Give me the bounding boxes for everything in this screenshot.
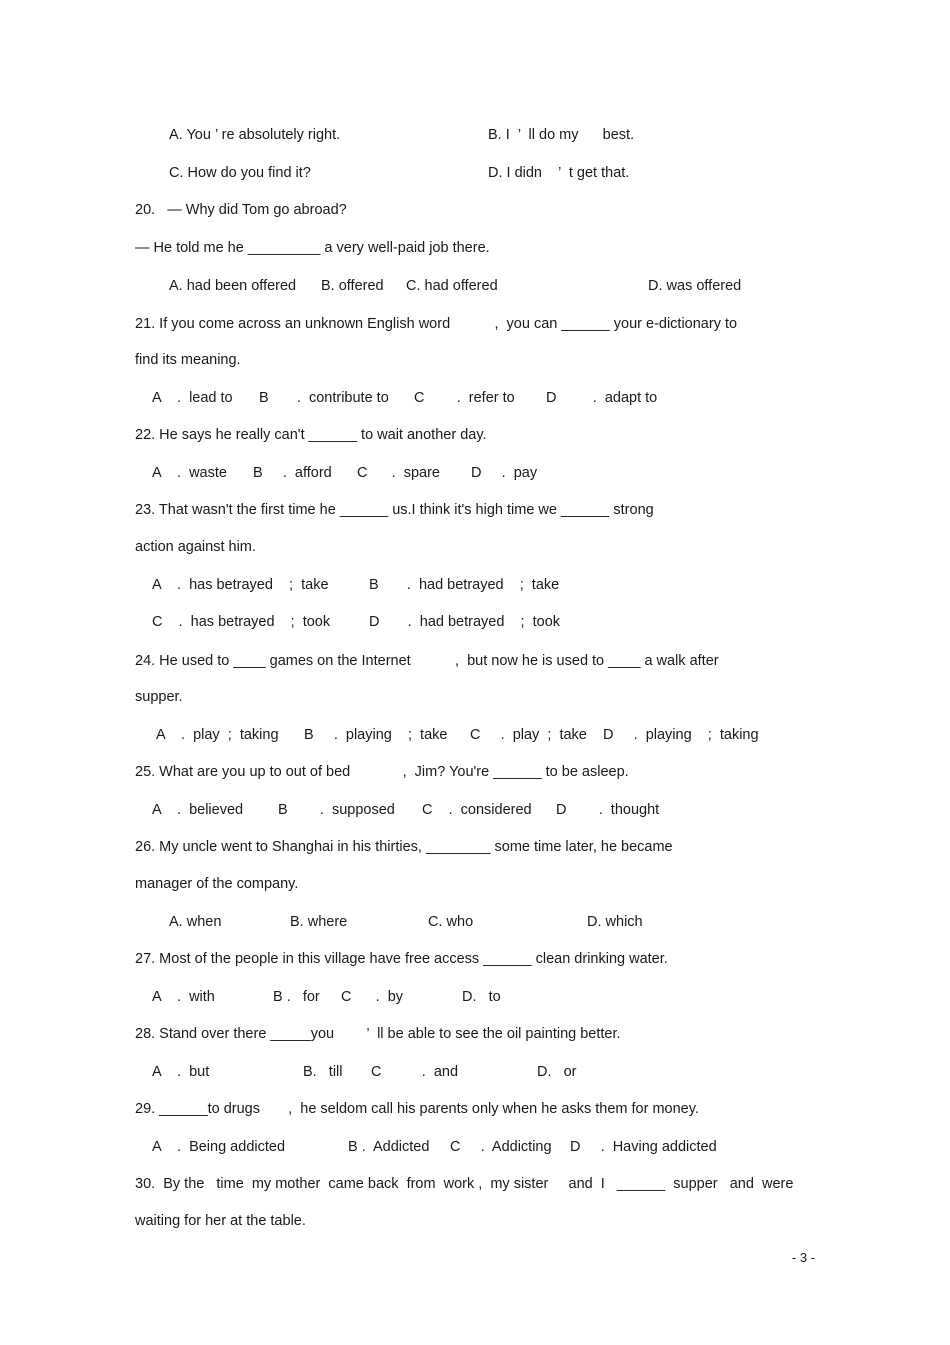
q27-option-b: B . for [273, 989, 320, 1005]
q22-stem: 22. He says he really can't ______ to wait another day. [135, 427, 487, 443]
q24-stem-2: supper. [135, 689, 183, 705]
q21-option-c: C . refer to [414, 390, 515, 406]
q23-stem: 23. That wasn't the first time he ______ us.I think it's high time we ______ strong [135, 502, 654, 518]
q21-stem: 21. If you come across an unknown English word , you can ______ your e-dictionary to [135, 316, 738, 332]
q23-option-b: B . had betrayed ; take [369, 577, 560, 593]
q26-stem-2: manager of the company. [135, 876, 299, 892]
q28-stem: 28. Stand over there _____you ’ ll be able to see the oil painting better. [135, 1026, 621, 1042]
q29-option-a: A . Being addicted [152, 1139, 286, 1155]
q25-option-d: D . thought [556, 802, 660, 818]
q30-stem: 30. By the time my mother came back from work , my sister and I ______ supper and were [135, 1176, 794, 1192]
q23-option-c: C . has betrayed ; took [152, 614, 331, 630]
q26-option-d: D. which [587, 914, 643, 930]
q21-option-b: B . contribute to [259, 390, 389, 406]
q29-option-b: B . Addicted [348, 1139, 430, 1155]
q23-option-d: D . had betrayed ; took [369, 614, 561, 630]
q20-option-b: B. offered [321, 278, 384, 294]
q21-option-a: A . lead to [152, 390, 233, 406]
q28-option-d: D. or [537, 1064, 577, 1080]
q19-option-d: D. I didn ’ t get that. [488, 165, 630, 181]
q26-option-b: B. where [290, 914, 348, 930]
q20-stem-2: — He told me he _________ a very well-paid job there. [135, 240, 490, 256]
q27-option-c: C . by [341, 989, 404, 1005]
q28-option-a: A . but [152, 1064, 210, 1080]
q19-option-a: A. You ’ re absolutely right. [169, 127, 341, 143]
q22-option-c: C . spare [357, 465, 440, 481]
q20-stem: 20. — Why did Tom go abroad? [135, 202, 347, 218]
q26-option-a: A. when [169, 914, 222, 930]
q30-stem-2: waiting for her at the table. [135, 1213, 306, 1229]
q24-option-d: D . playing ; taking [603, 727, 759, 743]
q20-option-c: C. had offered [406, 278, 498, 294]
q24-option-a: A . play ; taking [156, 727, 279, 743]
q22-option-a: A . waste [152, 465, 227, 481]
q28-option-b: B. till [303, 1064, 343, 1080]
page-number: - 3 - [791, 1250, 815, 1265]
q25-stem: 25. What are you up to out of bed , Jim? You're ______ to be asleep. [135, 764, 629, 780]
q22-option-d: D . pay [471, 465, 538, 481]
q28-option-c: C . and [371, 1064, 459, 1080]
q20-option-a: A. had been offered [169, 278, 297, 294]
q27-option-a: A . with [152, 989, 215, 1005]
q23-option-a: A . has betrayed ; take [152, 577, 329, 593]
q27-stem: 27. Most of the people in this village have free access ______ clean drinking water. [135, 951, 668, 967]
q19-option-b: B. I ’ ll do my best. [488, 127, 635, 143]
q25-option-c: C . considered [422, 802, 532, 818]
q26-option-c: C. who [428, 914, 474, 930]
q22-option-b: B . afford [253, 465, 332, 481]
q25-option-b: B . supposed [278, 802, 395, 818]
q23-stem-2: action against him. [135, 539, 256, 555]
q21-option-d: D . adapt to [546, 390, 658, 406]
q21-stem-2: find its meaning. [135, 352, 241, 368]
q25-option-a: A . believed [152, 802, 244, 818]
q19-option-c: C. How do you find it? [169, 165, 311, 181]
q27-option-d: D. to [462, 989, 501, 1005]
q29-option-d: D . Having addicted [570, 1139, 717, 1155]
q29-option-c: C . Addicting [450, 1139, 552, 1155]
q24-option-c: C . play ; take [470, 727, 587, 743]
q20-option-d: D. was offered [648, 278, 742, 294]
q29-stem: 29. ______to drugs , he seldom call his parents only when he asks them for money. [135, 1101, 699, 1117]
q24-option-b: B . playing ; take [304, 727, 448, 743]
q26-stem: 26. My uncle went to Shanghai in his thirties, ________ some time later, he became [135, 839, 673, 855]
q24-stem: 24. He used to ____ games on the Internet , but now he is used to ____ a walk after [135, 653, 719, 669]
